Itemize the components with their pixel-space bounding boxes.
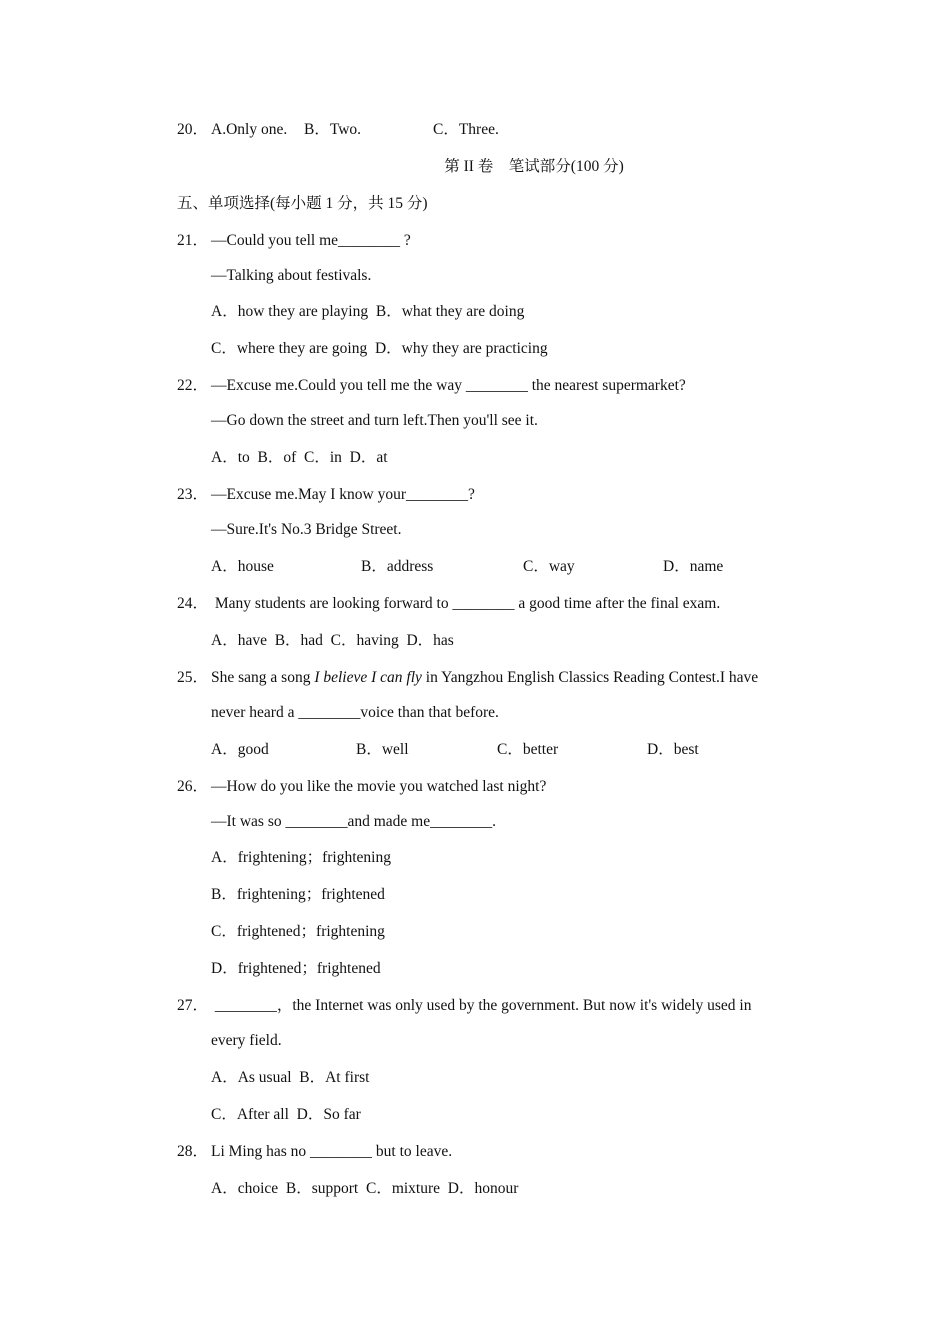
q26-option-a: A．frightening；frightening bbox=[211, 849, 391, 866]
q26-number: 26． bbox=[177, 778, 209, 795]
q23-option-c: C．way bbox=[523, 558, 575, 575]
q25-option-d: D．best bbox=[647, 741, 699, 758]
q22-stem: —Excuse me.Could you tell me the way ________ the nearest supermarket? bbox=[211, 377, 686, 394]
q22-number: 22． bbox=[177, 377, 209, 394]
q21-options-line2: C．where they are going D．why they are practicing bbox=[211, 340, 548, 357]
q22-options-line1: A．to B．of C．in D．at bbox=[211, 449, 388, 466]
q21-number: 21． bbox=[177, 232, 209, 249]
q25-option-c: C．better bbox=[497, 741, 559, 758]
q25-song-title: I believe I can fly bbox=[314, 669, 422, 686]
section5-title: 五、单项选择(每小题 1 分，共 15 分) bbox=[177, 195, 428, 212]
q28-number: 28． bbox=[177, 1143, 209, 1160]
q27-stem-line2: every field. bbox=[211, 1032, 282, 1049]
q21-options-line1: A．how they are playing B．what they are doing bbox=[211, 303, 525, 320]
q25-stem-before: She sang a song bbox=[211, 669, 315, 686]
q25-stem-line2: never heard a ________voice than that before. bbox=[211, 704, 499, 721]
q22-reply: —Go down the street and turn left.Then you'll see it. bbox=[211, 412, 538, 429]
q23-option-b: B．address bbox=[361, 558, 434, 575]
q24-options-line1: A．have B．had C．having D．has bbox=[211, 632, 454, 649]
q20-option-c: C．Three. bbox=[433, 121, 499, 138]
q26-reply: —It was so ________and made me________. bbox=[211, 813, 496, 830]
q26-option-b: B．frightening；frightened bbox=[211, 886, 385, 903]
q20-number: 20． bbox=[177, 121, 209, 138]
q25-stem-after: in Yangzhou English Classics Reading Contest.I have bbox=[421, 669, 759, 686]
q23-option-a: A．house bbox=[211, 558, 274, 575]
q27-options-line2: C．After all D．So far bbox=[211, 1106, 361, 1123]
q26-option-d: D．frightened；frightened bbox=[211, 960, 381, 977]
q23-number: 23． bbox=[177, 486, 209, 503]
q24-stem: Many students are looking forward to ________ a good time after the final exam. bbox=[211, 595, 721, 612]
q20-option-a: A.Only one. bbox=[211, 121, 288, 138]
q27-stem-line1: ________，the Internet was only used by the government. But now it's widely used in bbox=[211, 997, 752, 1014]
q27-options-line1: A．As usual B．At first bbox=[211, 1069, 370, 1086]
q28-options-line1: A．choice B．support C．mixture D．honour bbox=[211, 1180, 519, 1197]
q21-stem: —Could you tell me________ ? bbox=[211, 232, 411, 249]
q25-stem-line1 bbox=[211, 668, 758, 688]
q26-stem: —How do you like the movie you watched last night? bbox=[211, 778, 547, 795]
q27-number: 27． bbox=[177, 997, 209, 1014]
q23-option-d: D．name bbox=[663, 558, 724, 575]
q25-number: 25． bbox=[177, 669, 209, 686]
q24-number: 24． bbox=[177, 595, 209, 612]
q23-reply: —Sure.It's No.3 Bridge Street. bbox=[211, 521, 402, 538]
q28-stem: Li Ming has no ________ but to leave. bbox=[211, 1143, 453, 1160]
q25-option-a: A．good bbox=[211, 741, 269, 758]
q20-option-b: B．Two. bbox=[304, 121, 362, 138]
q21-reply: —Talking about festivals. bbox=[211, 267, 372, 284]
q25-option-b: B．well bbox=[356, 741, 409, 758]
part2-title: 第 II 卷 笔试部分(100 分) bbox=[444, 158, 624, 175]
q26-option-c: C．frightened；frightening bbox=[211, 923, 385, 940]
q23-stem: —Excuse me.May I know your________? bbox=[211, 486, 475, 503]
